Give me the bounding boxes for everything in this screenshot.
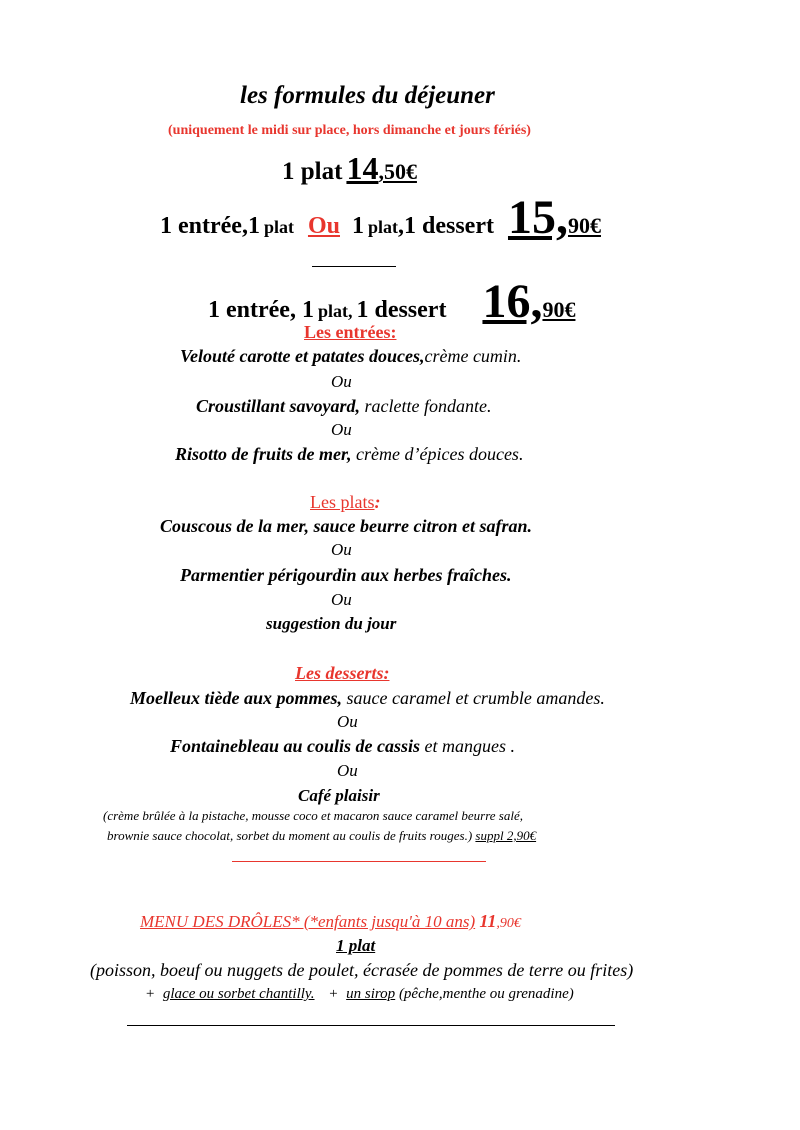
- plus-sign: +: [328, 986, 339, 1002]
- plats-heading-text: Les plats: [310, 492, 375, 512]
- entree-item: [196, 396, 492, 417]
- dessert-item: [170, 736, 515, 757]
- formula-one-plat: [282, 150, 417, 187]
- formula-part: plat,: [317, 301, 353, 321]
- dish-name: Risotto de fruits de mer,: [175, 444, 352, 464]
- dish-name: Croustillant savoyard,: [196, 396, 361, 416]
- formula-price: 14: [346, 150, 379, 186]
- or-separator: Ou: [337, 761, 358, 780]
- formula-part: 1: [351, 213, 364, 239]
- dish-name: Fontainebleau au coulis de cassis: [170, 736, 421, 756]
- plat-item: suggestion du jour: [266, 614, 397, 633]
- plat-item: Couscous de la mer, sauce beurre citron et safran.: [160, 516, 533, 536]
- entree-item: [180, 346, 521, 367]
- formula-three-courses: [208, 274, 575, 329]
- dish-detail: crème cumin.: [424, 346, 522, 366]
- cafe-plaisir: Café plaisir: [298, 786, 380, 805]
- formula-part: 1 entrée,1: [160, 213, 260, 239]
- plus-sign: +: [145, 986, 156, 1002]
- menu-title: les formules du déjeuner: [240, 82, 495, 109]
- dish-name: Moelleux tiède aux pommes,: [130, 688, 342, 708]
- dish-detail: sauce caramel et crumble amandes.: [341, 688, 605, 708]
- entree-item: [175, 444, 523, 465]
- formula-part: 1 dessert: [356, 297, 447, 323]
- kids-menu-price-decimals: ,90€: [496, 916, 521, 931]
- kids-sirop-flavours: (pêche,menthe ou grenadine): [395, 986, 574, 1002]
- kids-menu-price: 11: [479, 911, 497, 931]
- kids-plat-description: (poisson, boeuf ou nuggets de poulet, écrasée de pommes de terre ou frites): [90, 960, 634, 980]
- cafe-description: (crème brûlée à la pistache, mousse coco et macaron sauce caramel beurre salé,: [103, 808, 523, 823]
- kids-glace: glace ou sorbet chantilly.: [162, 986, 315, 1002]
- formula-entree-or-dessert: [160, 190, 601, 245]
- formula-price-decimals: ,50€: [378, 159, 417, 184]
- kids-plat: 1 plat: [336, 936, 376, 955]
- dessert-item: [130, 688, 605, 709]
- desserts-heading: Les desserts:: [295, 663, 390, 683]
- formula-price-decimals: 90€: [567, 213, 601, 238]
- or-separator: Ou: [331, 540, 352, 559]
- separator: [312, 266, 396, 267]
- or-separator: Ou: [337, 712, 358, 731]
- dish-detail: crème d’épices douces.: [351, 444, 524, 464]
- formula-or: Ou: [307, 213, 340, 239]
- kids-menu-title: [140, 911, 521, 932]
- cafe-description-text: brownie sauce chocolat, sorbet du moment au coulis de fruits rouges.): [107, 828, 473, 843]
- lunch-conditions: (uniquement le midi sur place, hors dimanche et jours fériés): [168, 123, 531, 138]
- or-separator: Ou: [331, 590, 352, 609]
- kids-extras: [145, 986, 574, 1003]
- dish-detail: raclette fondante.: [360, 396, 492, 416]
- formula-label: 1 plat: [282, 158, 343, 185]
- cafe-supplement: suppl 2,90€: [475, 828, 537, 843]
- plats-heading: [310, 492, 381, 513]
- formula-price: 16,: [482, 275, 543, 328]
- plat-item: Parmentier périgourdin aux herbes fraîches.: [180, 565, 512, 585]
- formula-part: ,1 dessert: [398, 213, 494, 239]
- formula-price-decimals: 90€: [542, 297, 576, 322]
- formula-part: 1 entrée, 1: [208, 297, 314, 323]
- plats-heading-colon: :: [374, 492, 381, 512]
- separator: [232, 861, 486, 862]
- separator: [127, 1025, 615, 1026]
- formula-part: plat: [367, 217, 398, 237]
- or-separator: Ou: [331, 372, 352, 391]
- formula-price: 15,: [507, 191, 568, 244]
- or-separator: Ou: [331, 420, 352, 439]
- kids-menu-title-text: MENU DES DRÔLES* (*enfants jusqu'à 10 ans): [140, 912, 476, 931]
- formula-part: plat: [263, 217, 294, 237]
- dish-detail: et mangues .: [420, 736, 516, 756]
- kids-sirop: un sirop: [346, 986, 396, 1002]
- cafe-description: [107, 828, 536, 844]
- dish-name: Velouté carotte et patates douces,: [180, 346, 425, 366]
- entrees-heading: Les entrées:: [304, 322, 397, 342]
